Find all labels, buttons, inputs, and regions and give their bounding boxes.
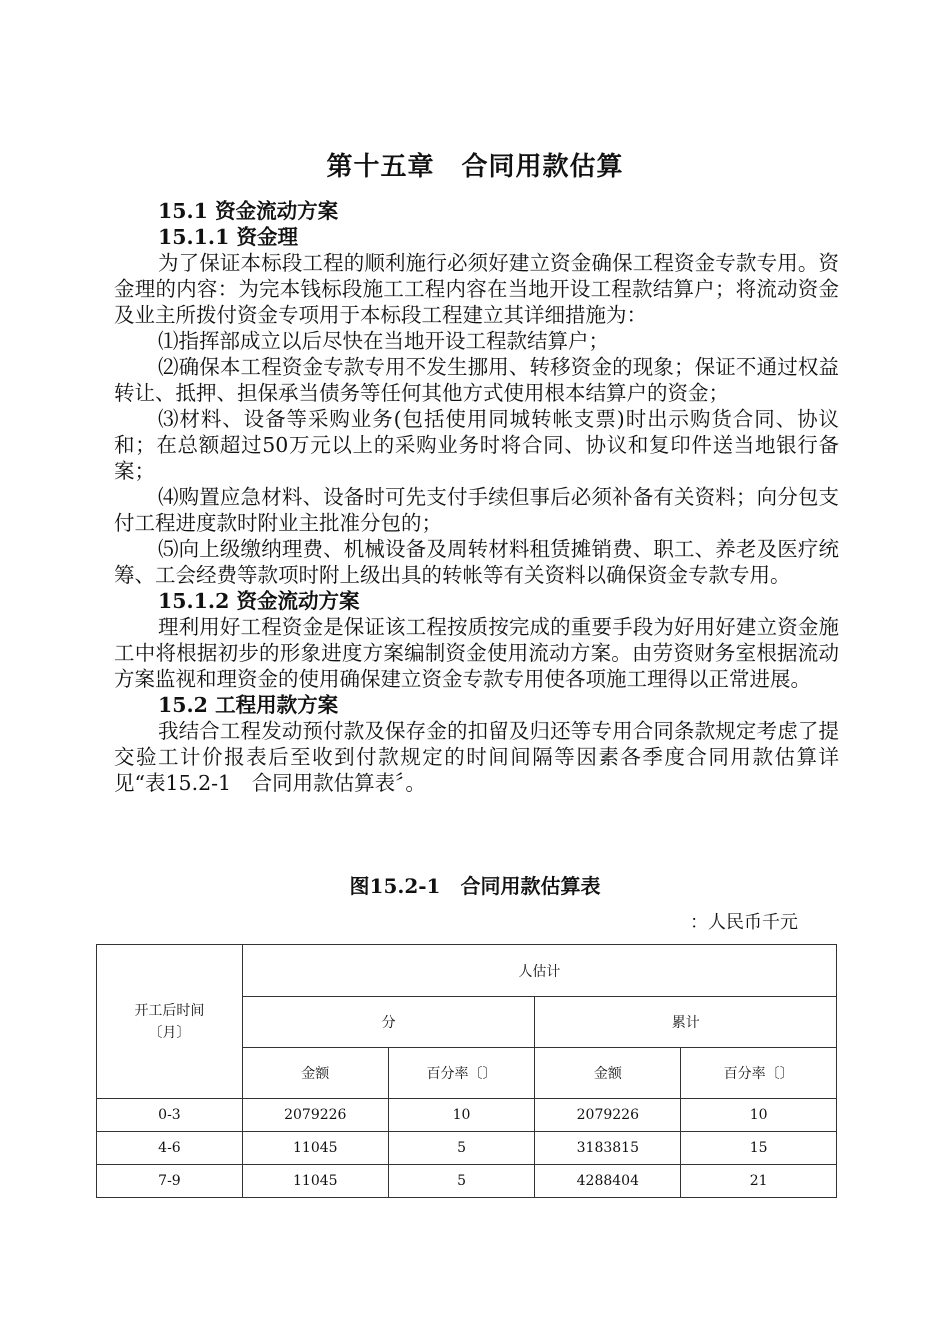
section-heading-15-1: 15.1 资金流动方案 [158, 199, 339, 223]
table-unit: ：人民币千元 [690, 912, 798, 933]
section-heading-15-2: 15.2 工程用款方案 [158, 693, 339, 717]
cell-amount: 11045 [242, 1132, 388, 1165]
body-text [114, 198, 839, 796]
header-percent: 百分率〔〕 [388, 1048, 535, 1099]
list-item: ⑵确保本工程资金专款专用不发生挪用、转移资金的现象；保证不通过权益转让、抵押、担保承当债务等任何其他方式使用根本结算户的资金； [114, 355, 839, 405]
header-sub: 分 [242, 997, 535, 1048]
table-caption: 图15.2-1 合同用款估算表 [349, 874, 601, 898]
list-item: ⑶材料、设备等采购业务(包括使用同城转帐支票)时出示购货合同、协议和；在总额超过50万元以上的采购业务时将合同、协议和复印件送当地银行备案； [114, 407, 839, 483]
cell-period: 7-9 [97, 1165, 243, 1198]
cell-amount: 11045 [242, 1165, 388, 1198]
list-item: ⑸向上级缴纳理费、机械设备及周转材料租赁摊销费、职工、养老及医疗统筹、工会经费等款项时附上级出具的转帐等有关资料以确保资金专款专用。 [114, 537, 839, 587]
header-time-label: 开工后时间〔月〕 [134, 1002, 205, 1041]
cell-period: 0-3 [97, 1099, 243, 1132]
paragraph-fund-flow: 理利用好工程资金是保证该工程按质按完成的重要手段为好用好建立资金施工中将根据初步的形象进度方案编制资金使用流动方案。由劳资财务室根据流动方案监视和理资金的使用确保建立资金专款专用使各项施工理得以正常进展。 [114, 615, 839, 691]
cell-cum-percent: 10 [681, 1099, 837, 1132]
header-cum-amount: 金额 [535, 1048, 681, 1099]
cell-percent: 5 [388, 1165, 535, 1198]
cell-cum-amount: 3183815 [535, 1132, 681, 1165]
paragraph-fund-management: 为了保证本标段工程的顺利施行必须好建立资金确保工程资金专款专用。资金理的内容：为完本钱标段施工工程内容在当地开设工程款结算户；将流动资金及业主所拨付资金专项用于本标段工程建立其详细措施为： [114, 251, 839, 327]
header-cum-percent: 百分率〔〕 [681, 1048, 837, 1099]
cell-cum-percent: 15 [681, 1132, 837, 1165]
section-heading-15-1-1: 15.1.1 资金理 [158, 225, 298, 249]
header-amount: 金额 [242, 1048, 388, 1099]
table-row [97, 1132, 837, 1165]
cell-cum-percent: 21 [681, 1165, 837, 1198]
list-item: ⑷购置应急材料、设备时可先支付手续但事后必须补备有关资料；向分包支付工程进度款时附业主批准分包的； [114, 485, 839, 535]
section-heading-15-1-2: 15.1.2 资金流动方案 [158, 589, 360, 613]
cell-percent: 5 [388, 1132, 535, 1165]
cell-period: 4-6 [97, 1132, 243, 1165]
cell-cum-amount: 4288404 [535, 1165, 681, 1198]
table-row [97, 1165, 837, 1198]
cell-amount: 2079226 [242, 1099, 388, 1132]
payment-estimate-table [96, 944, 837, 1198]
paragraph-payment-plan: 我结合工程发动预付款及保存金的扣留及归还等专用合同条款规定考虑了提交验工计价报表后至收到付款规定的时间间隔等因素各季度合同用款估算详见“表15.2-1 合同用款估算表〞。 [114, 719, 839, 795]
chapter-title: 第十五章 合同用款估算 [326, 152, 624, 182]
header-time [97, 945, 243, 1099]
table-row [97, 1099, 837, 1132]
header-cumulative: 累计 [535, 997, 837, 1048]
header-estimate: 人估计 [242, 945, 836, 997]
list-item: ⑴指挥部成立以后尽快在当地开设工程款结算户； [158, 329, 609, 353]
cell-cum-amount: 2079226 [535, 1099, 681, 1132]
cell-percent: 10 [388, 1099, 535, 1132]
